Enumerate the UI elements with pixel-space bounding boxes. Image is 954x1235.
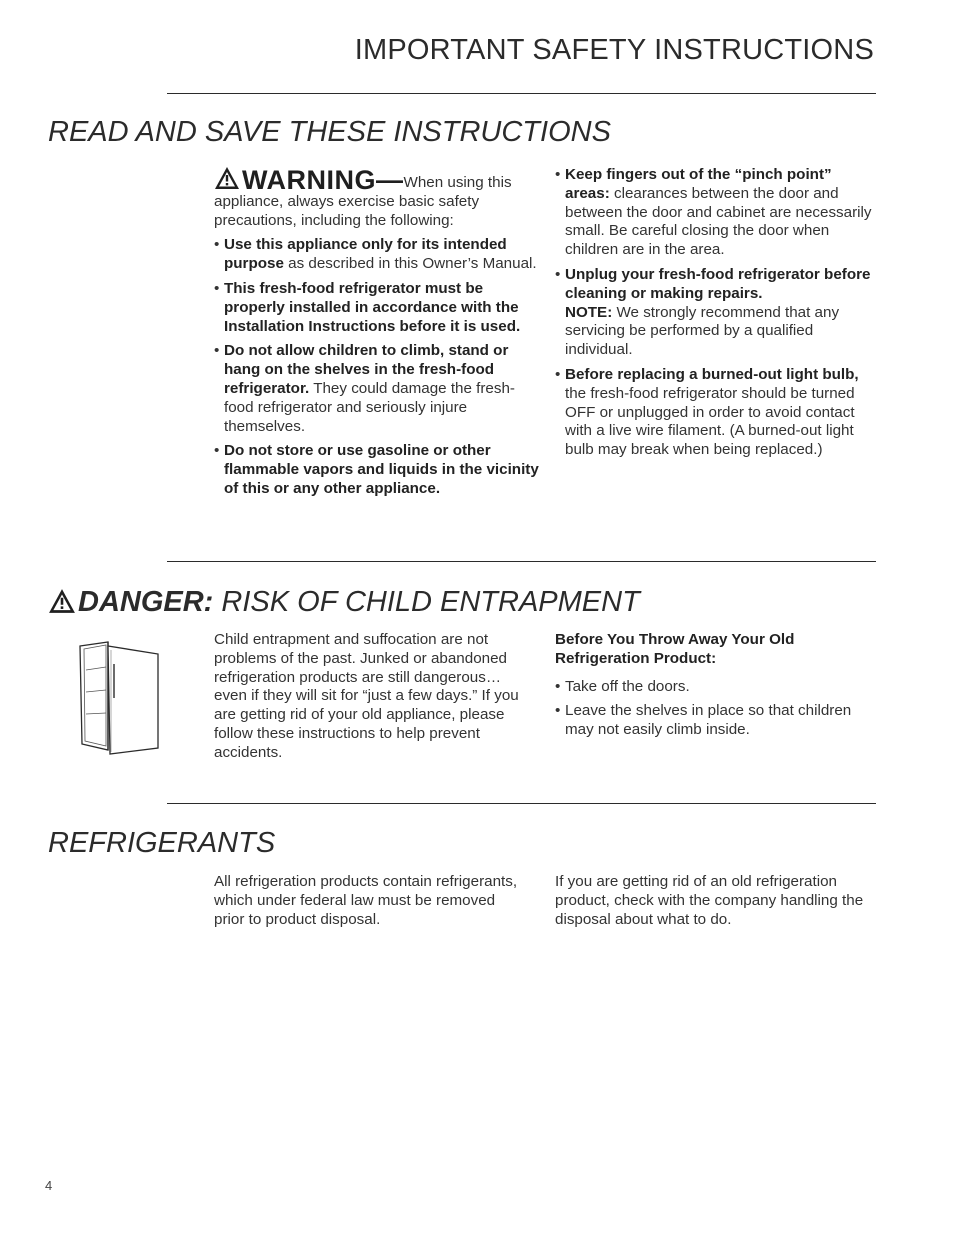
read-save-title: READ AND SAVE THESE INSTRUCTIONS [48, 116, 611, 148]
safety-bullet: • Do not store or use gasoline or other flammable vapors and liquids in the vicinity of this or any other appliance. [214, 442, 539, 497]
header-divider [167, 93, 876, 94]
refrigerants-paragraph: If you are getting rid of an old refrigeration product, check with the company handling the disposal about what to do. [555, 873, 864, 928]
safety-bullet: • This fresh-food refrigerator must be properly installed in accordance with the Installation Instructions before it is used. [214, 279, 521, 335]
danger-label: DANGER: [78, 586, 214, 618]
page-number: 4 [45, 1178, 53, 1193]
warning-intro [214, 166, 539, 230]
warning-column-right [555, 166, 873, 466]
danger-paragraph: Child entrapment and suffocation are not problems of the past. Junked or abandoned refrigeration products are still dangerous…even if they will sit for “just a few days.” If you are getting rid of your old appliance, please follow these instructions to help prevent accidents. [214, 631, 519, 761]
warning-triangle-icon [214, 166, 240, 190]
safety-bullet: • Unplug your fresh-food refrigerator before cleaning or making repairs. NOTE: We strongly recommend that any servicing be performed by a qualified individual. [555, 265, 871, 359]
refrigerants-paragraph: All refrigeration products contain refrigerants, which under federal law must be removed prior to product disposal. [214, 873, 518, 928]
refrigerants-title: REFRIGERANTS [48, 827, 276, 859]
danger-right-column [555, 631, 875, 746]
disposal-heading: Before You Throw Away Your Old Refrigeration Product: [555, 631, 795, 667]
warning-triangle-icon [48, 588, 76, 614]
danger-left-text [214, 631, 524, 763]
safety-bullet: • Before replacing a burned-out light bulb, the fresh-food refrigerator should be turned OFF or unplugged in order to avoid contact with a live wire filament. (A burned-out light bulb may break when being replaced.) [555, 365, 859, 459]
safety-bullet: • Use this appliance only for its intended purpose as described in this Owner’s Manual. [214, 236, 537, 273]
warning-intro-rest: appliance, always exercise basic safety precautions, including the following: [214, 192, 480, 229]
warning-intro-inline: When using this [403, 174, 512, 191]
refrigerants-right-text [555, 873, 867, 929]
warning-column-left [214, 166, 539, 505]
danger-divider [167, 561, 876, 562]
note-label: NOTE: [565, 303, 613, 321]
danger-title [48, 586, 640, 619]
refrigerants-left-text [214, 873, 529, 929]
safety-bullet: • Keep fingers out of the “pinch point” areas: clearances between the door and between the door and cabinet are necessarily small. Be careful closing the door when children are in the area. [555, 166, 872, 259]
refrigerator-open-door-icon [78, 640, 160, 756]
page-header-title: IMPORTANT SAFETY INSTRUCTIONS [354, 34, 874, 66]
disposal-bullet: • Leave the shelves in place so that children may not easily climb inside. [555, 702, 852, 739]
disposal-bullet: • Take off the doors. [555, 677, 690, 695]
danger-subtitle: RISK OF CHILD ENTRAPMENT [213, 586, 640, 618]
warning-label: WARNING— [242, 165, 404, 195]
refrigerants-divider [167, 803, 876, 804]
safety-bullet: • Do not allow children to climb, stand or hang on the shelves in the fresh-food refrigerator. They could damage the fresh-food refrigerator and seriously injure themselves. [214, 342, 515, 435]
